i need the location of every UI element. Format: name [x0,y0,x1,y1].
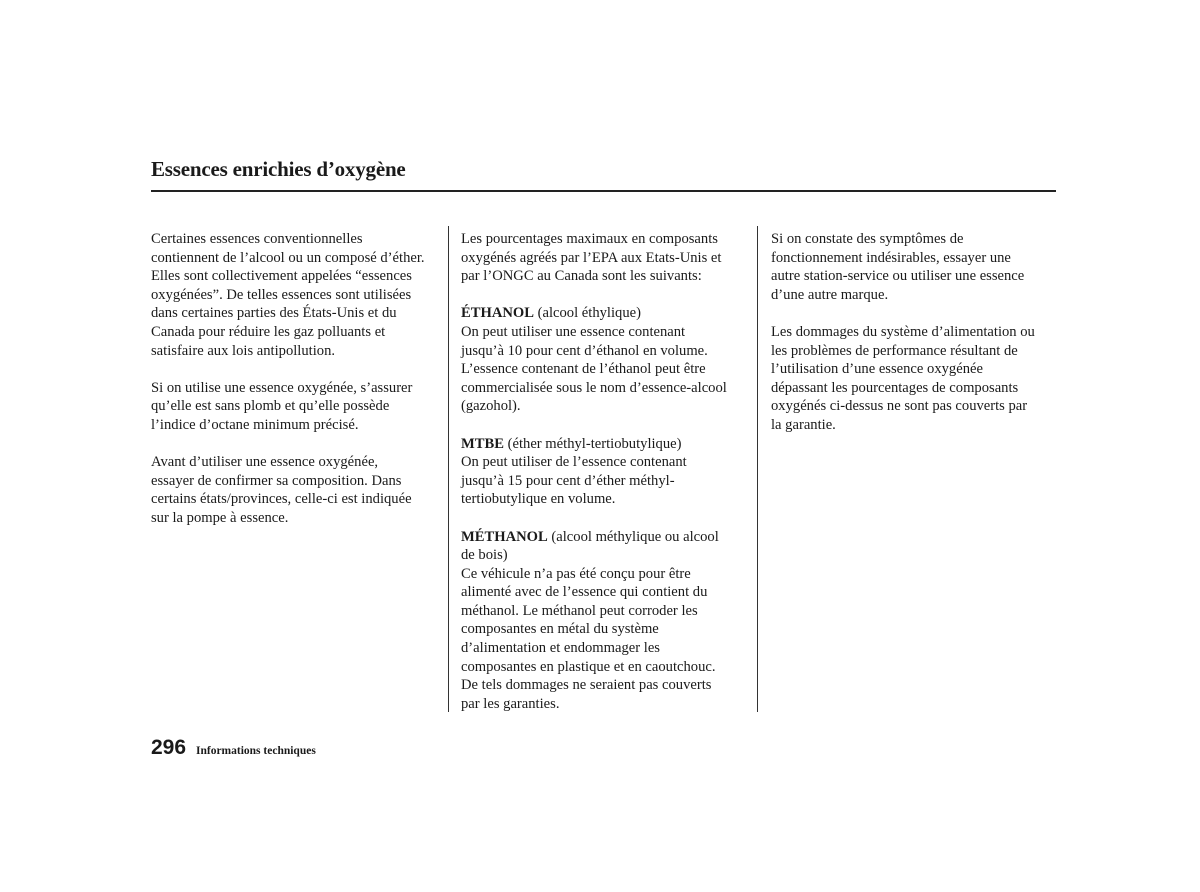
text-line: jusqu’à 15 pour cent d’éther méthyl- [461,472,675,489]
column-1 [151,230,441,546]
text-line: oxygénées”. De telles essences sont utilisées [151,286,412,303]
text-line: les problèmes de performance résultant de [771,342,1018,359]
text-line: qu’elle est sans plomb et qu’elle possède [151,398,390,415]
text-line: contiennent de l’alcool ou un composé d’éther. [151,249,425,266]
column-2 [461,230,751,732]
text-line: On peut utiliser une essence contenant [461,323,686,340]
column-divider [757,226,758,712]
text-line: autre station-service ou utiliser une essence [771,268,1025,285]
text-line: par les garanties. [461,695,560,712]
text-line: composantes en métal du système [461,621,659,638]
page-title: Essences enrichies d’oxygène [151,157,406,181]
text-line: Les dommages du système d’alimentation ou [771,323,1035,340]
text-line: sur la pompe à essence. [151,509,289,526]
text-line: fonctionnement indésirables, essayer une [771,249,1011,266]
text-line: certains états/provinces, celle-ci est indiquée [151,491,412,508]
text-line: Si on constate des symptômes de [771,231,964,247]
text-line: dépassant les pourcentages de composants [771,379,1019,396]
text-line: Avant d’utiliser une essence oxygénée, [151,454,379,471]
text-line: oxygénés agréés par l’EPA aux Etats-Unis et [461,249,722,266]
methanol-section [461,528,751,714]
text-line: tertiobutylique en volume. [461,491,616,508]
paragraph [151,453,441,527]
methanol-term: MÉTHANOL [461,528,548,545]
text-line: commercialisée sous le nom d’essence-alcool [461,379,727,396]
text-line: dans certaines parties des États-Unis et du [151,305,397,322]
text-line: d’alimentation et endommager les [461,640,660,657]
column-3 [771,230,1061,453]
text-line: l’utilisation d’une essence oxygénée [771,361,983,378]
text-line: par l’ONGC au Canada sont les suivants: [461,268,702,285]
text-line [461,304,751,323]
text-line: On peut utiliser de l’essence contenant [461,454,687,471]
methanol-desc: (alcool méthylique ou alcool [547,528,719,545]
paragraph [771,230,1061,304]
title-rule [151,190,1056,192]
section-label: Informations techniques [196,745,316,757]
text-line: (gazohol). [461,398,521,415]
text-line [461,435,751,454]
text-line: Elles sont collectivement appelées “essences [151,268,412,285]
paragraph [771,323,1061,435]
ethanol-section [461,304,751,416]
text-line: d’une autre marque. [771,286,889,303]
text-line: De tels dommages ne seraient pas couverts [461,677,712,694]
paragraph [151,230,441,360]
mtbe-term: MTBE [461,435,504,452]
text-line: composantes en plastique et en caoutchouc. [461,658,716,675]
text-line: Ce véhicule n’a pas été conçu pour être [461,565,691,582]
text-line: L’essence contenant de l’éthanol peut être [461,361,706,378]
paragraph [461,230,751,286]
text-line: satisfaire aux lois antipollution. [151,342,336,359]
text-line: essayer de confirmer sa composition. Dans [151,472,402,489]
text-line: Si on utilise une essence oxygénée, s’assurer [151,379,413,396]
text-line: de bois) [461,547,508,564]
text-line: Les pourcentages maximaux en composants [461,231,718,247]
text-line: alimenté avec de l’essence qui contient du [461,584,708,601]
column-divider [448,226,449,712]
text-line: Canada pour réduire les gaz polluants et [151,323,386,340]
page-number: 296 [151,736,187,759]
text-line: la garantie. [771,416,836,433]
text-line: Certaines essences conventionnelles [151,231,363,247]
paragraph [151,379,441,435]
text-line: méthanol. Le méthanol peut corroder les [461,602,698,619]
mtbe-section [461,435,751,509]
text-line: l’indice d’octane minimum précisé. [151,416,359,433]
text-line [461,528,751,547]
text-line: oxygénés ci-dessus ne sont pas couverts par [771,398,1028,415]
ethanol-term: ÉTHANOL [461,305,534,322]
ethanol-desc: (alcool éthylique) [533,305,641,322]
mtbe-desc: (éther méthyl-tertiobutylique) [503,435,682,452]
text-line: jusqu’à 10 pour cent d’éthanol en volume. [461,342,708,359]
